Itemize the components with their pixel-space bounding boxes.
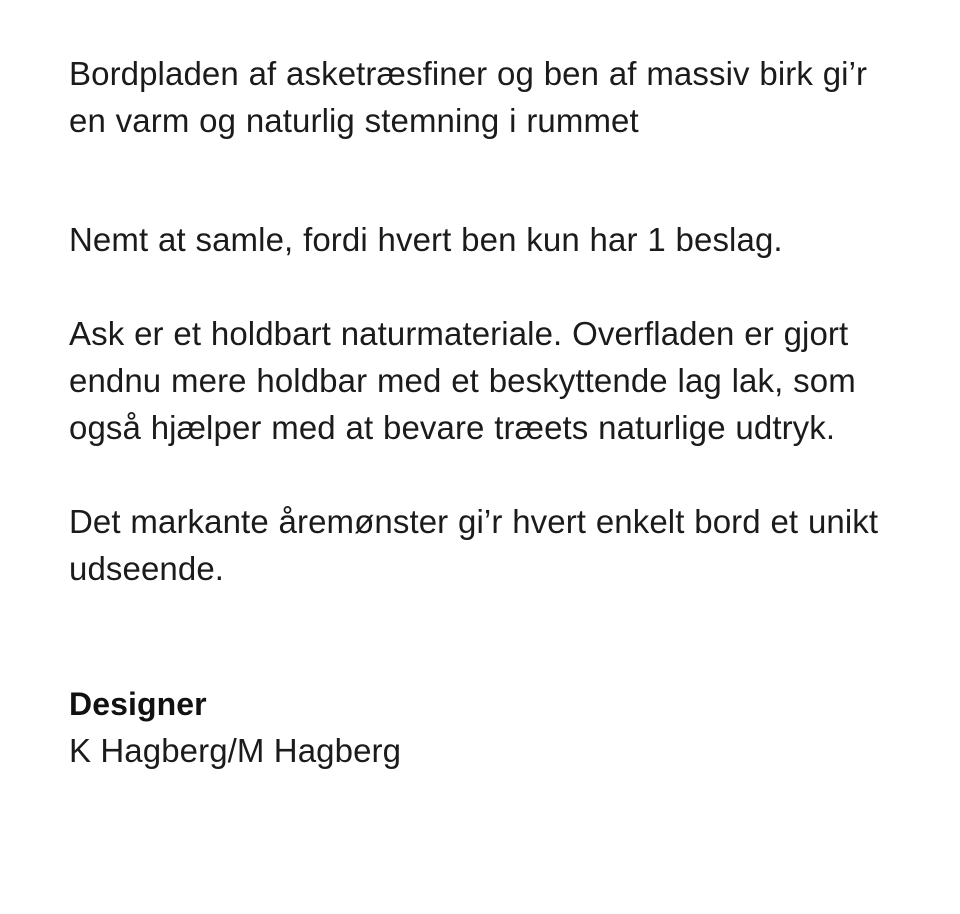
assembly-paragraph: Nemt at samle, fordi hvert ben kun har 1 beslag.: [69, 221, 783, 258]
lead-paragraph: Bordpladen af asketræsfiner og ben af massiv birk gi’r en varm og naturlig stemning i rummet: [69, 55, 868, 139]
grain-paragraph: Det markante åremønster gi’r hvert enkelt bord et unikt udseende.: [69, 503, 879, 587]
designer-heading: Designer: [69, 686, 207, 722]
description-content: [69, 50, 889, 774]
designer-names: K Hagberg/M Hagberg: [69, 732, 402, 769]
designer-section: [69, 682, 889, 774]
material-paragraph: Ask er et holdbart naturmateriale. Overfladen er gjort endnu mere holdbar med et beskyttende lag lak, som også hjælper med at bevare træets naturlige udtryk.: [69, 315, 856, 446]
